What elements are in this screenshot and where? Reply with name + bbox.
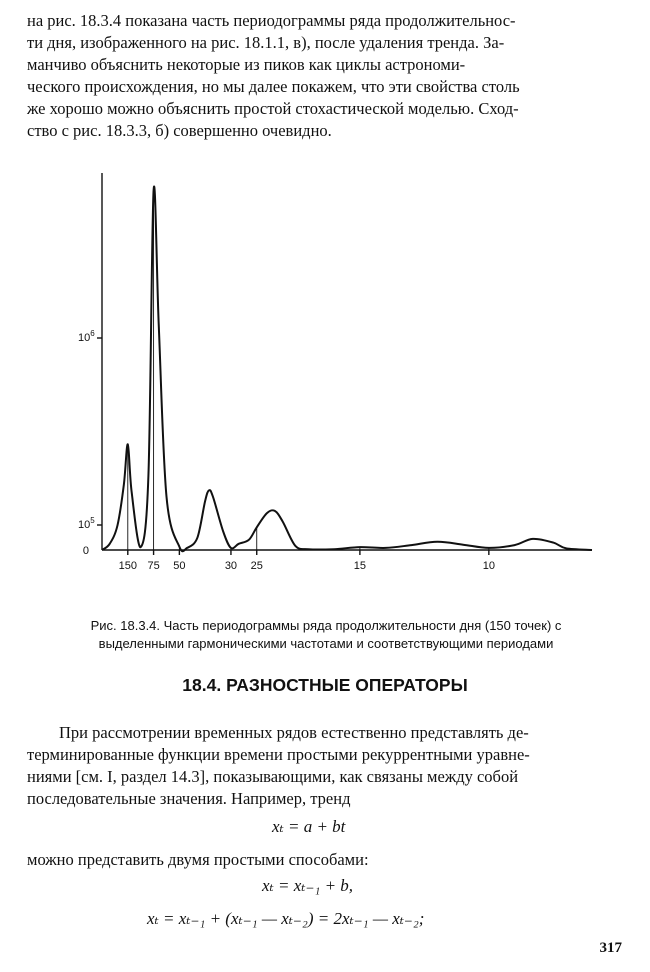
text-line: на рис. 18.3.4 показана часть периодограммы ряда продолжительнос-	[27, 11, 516, 30]
x-tick-label: 25	[250, 560, 263, 572]
harmonic-lines	[128, 190, 489, 555]
periodogram-chart	[60, 165, 620, 580]
y-tick-label-1e5: $10^5$	[78, 516, 95, 531]
x-tick-label: 50	[173, 560, 186, 572]
text-line: ти дня, изображенного на рис. 18.1.1, в), после удаления тренда. За-	[27, 33, 505, 52]
x-tick-label: 10	[482, 560, 495, 572]
formula-recurrence-2: xₜ = xₜ₋₁ + (xₜ₋₁ — xₜ₋₂) = 2xₜ₋₁ — xₜ₋₂;	[147, 909, 425, 928]
periodogram-curve	[102, 186, 592, 551]
x-tick-label: 30	[224, 560, 238, 572]
y-tick-label-1e6: $10^6$	[78, 329, 95, 344]
x-tick-labels	[119, 560, 495, 572]
text-line: При рассмотрении временных рядов естественно представлять де-	[59, 723, 529, 742]
text-line: ство с рис. 18.3.3, б) совершенно очевидно.	[27, 121, 332, 140]
x-tick-label: 15	[353, 560, 367, 572]
text-line: последовательные значения. Например, тренд	[27, 789, 351, 808]
caption-line: Рис. 18.3.4. Часть периодограммы ряда продолжительности дня (150 точек) с	[90, 618, 562, 633]
page-number: 317	[599, 940, 622, 956]
periodogram-figure	[60, 165, 620, 580]
formula-recurrence-1: xₜ = xₜ₋₁ + b,	[262, 876, 354, 895]
section-heading: 18.4. РАЗНОСТНЫЕ ОПЕРАТОРЫ	[182, 675, 468, 695]
y-tick-label-zero: 0	[82, 545, 89, 557]
text-line: манчиво объяснить некоторые из пиков как циклы астрономи-	[27, 55, 466, 74]
text-line: терминированные функции времени простыми рекуррентными уравне-	[27, 745, 530, 764]
text-line: ниями [см. I, раздел 14.3], показывающими, как связаны между собой	[27, 767, 519, 786]
paragraph-intro	[27, 10, 623, 142]
text-line: же хорошо можно объяснить простой стохастической моделью. Сход-	[27, 99, 519, 118]
x-tick-label: 150	[118, 560, 137, 572]
caption-line: выделенными гармоническими частотами и соответствующими периодами	[98, 636, 554, 651]
formula-trend: xₜ = a + bt	[272, 817, 346, 836]
text-line: ческого происхождения, но мы далее покажем, что эти свойства столь	[27, 77, 520, 96]
figure-caption	[20, 617, 632, 653]
paragraph-two-ways: можно представить двумя простыми способами:	[27, 850, 369, 869]
x-tick-label: 75	[147, 560, 160, 572]
paragraph-difference-operators	[27, 722, 623, 810]
